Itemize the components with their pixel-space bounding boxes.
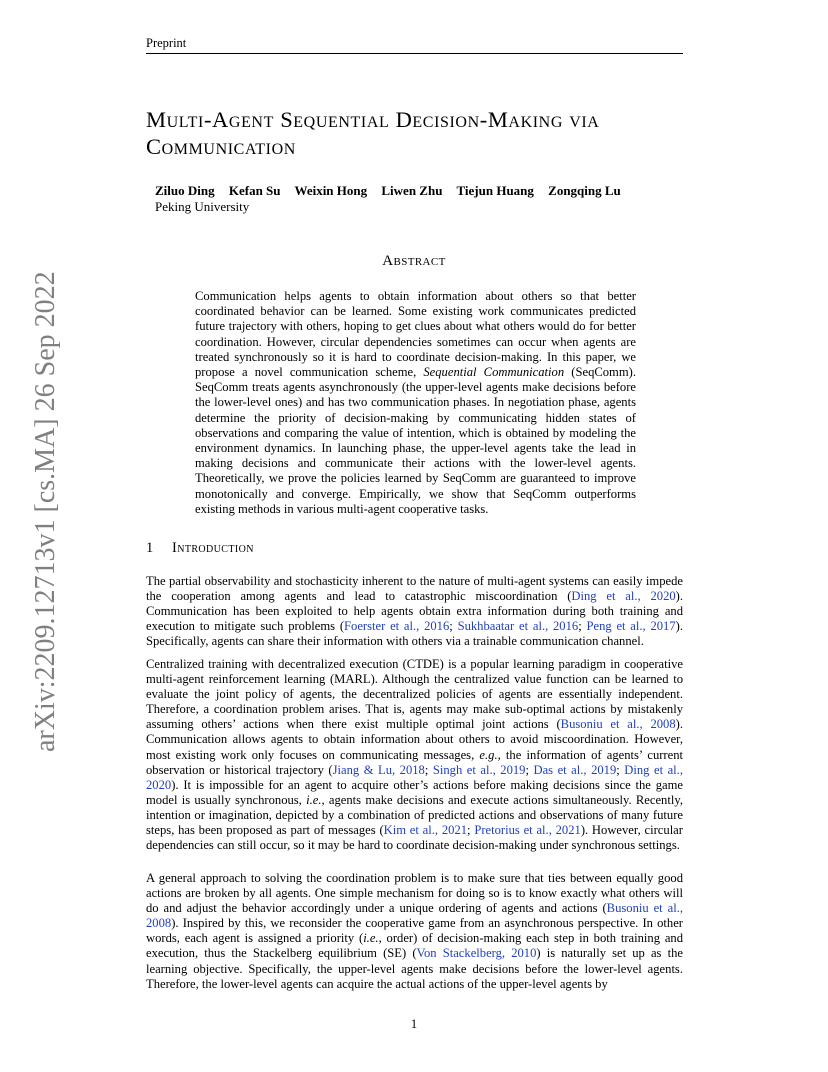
abstract-body [195,289,636,517]
citation-link[interactable]: Von Stackelberg, 2010 [416,946,537,961]
paper-title [146,106,706,160]
section-heading-introduction [146,540,254,557]
paragraph-text: ; [424,762,433,777]
citation-link[interactable]: Ding et al., 2020 [571,589,676,604]
paragraph-text: ). Communication has been exploited to help agents obtain extra information during both training and execution to mitigate such problems ( [146,589,684,634]
paragraph-text: ; [578,619,587,634]
author-name: Ziluo Ding [155,183,215,198]
intro-paragraph-2 [146,657,683,853]
section-number: 1 [146,540,154,556]
author-list [155,183,632,199]
citation-link[interactable]: Jiang & Lu, 2018 [332,762,425,777]
author-name: Weixin Hong [294,183,368,198]
citation-link[interactable]: Kim et al., 2021 [383,823,468,838]
paragraph-text: ). Communication allows agents to obtain information about others to avoid miscoordination. However, most existing work only focuses on communicating messages, [146,717,683,762]
paragraph-text: ). Specifically, agents can share their information with others via a trainable communication channel. [146,619,683,649]
citation-link[interactable]: Busoniu et al., 2008 [560,717,676,732]
citation-link[interactable]: Peng et al., 2017 [586,619,676,634]
paragraph-text: A general approach to solving the coordination problem is to make sure that ties between equally good actions are broken by all agents. One simple mechanism for doing so is to know exactly what others will do and adjust the behavior accordingly under a unique ordering of agents and actions ( [146,871,683,916]
paragraph-text: order) of decision-making each step in both training and execution, thus the Stackelberg equilibrium (SE) ( [146,931,684,961]
author-name: Zongqing Lu [548,183,621,198]
affiliation: Peking University [155,199,250,214]
paragraph-text: The partial observability and stochasticity inherent to the nature of multi-agent systems can easily impede the cooperation among agents and lead to catastrophic miscoordination ( [146,574,683,604]
abstract-text: (SeqComm). SeqComm treats agents asynchronously (the upper-level agents make decisions before the lower-level ones) and has two communication phases. In negotiation phase, agents determine the priority of decision-making by communicating hidden states of observations and comparing the value of intention, which is obtained by modeling the environment dynamics. In launching phase, the upper-level agents take the lead in making decisions and communicate their actions with the lower-level agents. Theoretically, we prove the policies learned by SeqComm are guaranteed to improve monotonically and converge. Empirically, we show that SeqComm outperforms existing methods in various multi-agent cooperative tasks. [195,365,636,516]
section-title: Introduction [172,540,254,556]
header-rule [146,53,683,54]
paper-title-line-2: Communication [146,134,296,159]
paragraph-text: agents make decisions and execute actions simultaneously. Recently, intention or imagination, depicted by a combination of predicted actions and observations of many future steps, has been proposed as part of messages ( [146,792,683,838]
arxiv-identifier-stamp: arXiv:2209.12713v1 [cs.MA] 26 Sep 2022 [30,271,61,752]
paper-title-line-1: Multi-Agent Sequential Decision-Making via [146,107,600,132]
paragraph-text: Centralized training with decentralized execution (CTDE) is a popular learning paradigm in cooperative multi-agent reinforcement learning (MARL). Although the centralized value function can be learned to evaluate the joint policy of agents, the decentralized policies of agents are essentially independent. Therefore, a coordination problem arises. That is, agents may make sub-optimal actions by mistakenly assuming others’ actions when there exist multiple optimal joint actions ( [146,657,683,732]
citation-link[interactable]: Pretorius et al., 2021 [474,823,581,838]
citation-link[interactable]: Das et al., 2019 [533,762,617,777]
author-name: Liwen Zhu [381,183,443,198]
citation-link[interactable]: Sukhbaatar et al., 2016 [457,619,579,634]
abstract-heading: Abstract [382,253,446,269]
abstract-emphasis: Sequential Communication [423,365,565,380]
paragraph-text: ; [449,619,458,634]
paragraph-text: ; [525,762,534,777]
author-name: Kefan Su [228,183,281,198]
emphasis-text: i.e., [363,931,382,946]
citation-link[interactable]: Ding et al., 2020 [146,762,683,792]
paragraph-text: ). It is impossible for an agent to acquire other’s actions before making decisions since the game model is usually synchronous, [146,777,683,807]
page-number: 1 [410,1017,418,1031]
citation-link[interactable]: Singh et al., 2019 [432,762,526,777]
paragraph-text: ; [616,762,625,777]
citation-link[interactable]: Foerster et al., 2016 [344,619,450,634]
author-name: Tiejun Huang [456,183,534,198]
emphasis-text: i.e., [306,792,325,807]
intro-paragraph-1 [146,574,683,649]
paragraph-text: the information of agents’ current observation or historical trajectory ( [146,747,684,777]
abstract-text: Communication helps agents to obtain information about others so that better coordinated behavior can be learned. Some existing work communicates predicted future trajectory with others, hoping to get clues about what others would do for better coordination. However, circular dependencies sometimes can occur when agents are treated synchronously so it is hard to coordinate decision-making. In this paper, we propose a novel communication scheme, [195,289,636,380]
paragraph-text: ). However, circular dependencies can still occur, so it may be hard to coordinate decision-making under synchronous settings. [146,823,683,853]
paragraph-text: ). Inspired by this, we reconsider the cooperative game from an asynchronous perspective. In other words, each agent is assigned a priority ( [146,916,683,946]
citation-link[interactable]: Busoniu et al., 2008 [146,901,683,931]
emphasis-text: e.g., [479,747,501,762]
paragraph-text: ; [467,823,475,838]
running-header: Preprint [146,36,187,50]
intro-paragraph-3 [146,871,683,992]
paragraph-text: ) is naturally set up as the learning objective. Specifically, the upper-level agents make decisions before the lower-level agents. Therefore, the lower-level agents can acquire the actual actions of the upper-level agents by [146,946,683,991]
